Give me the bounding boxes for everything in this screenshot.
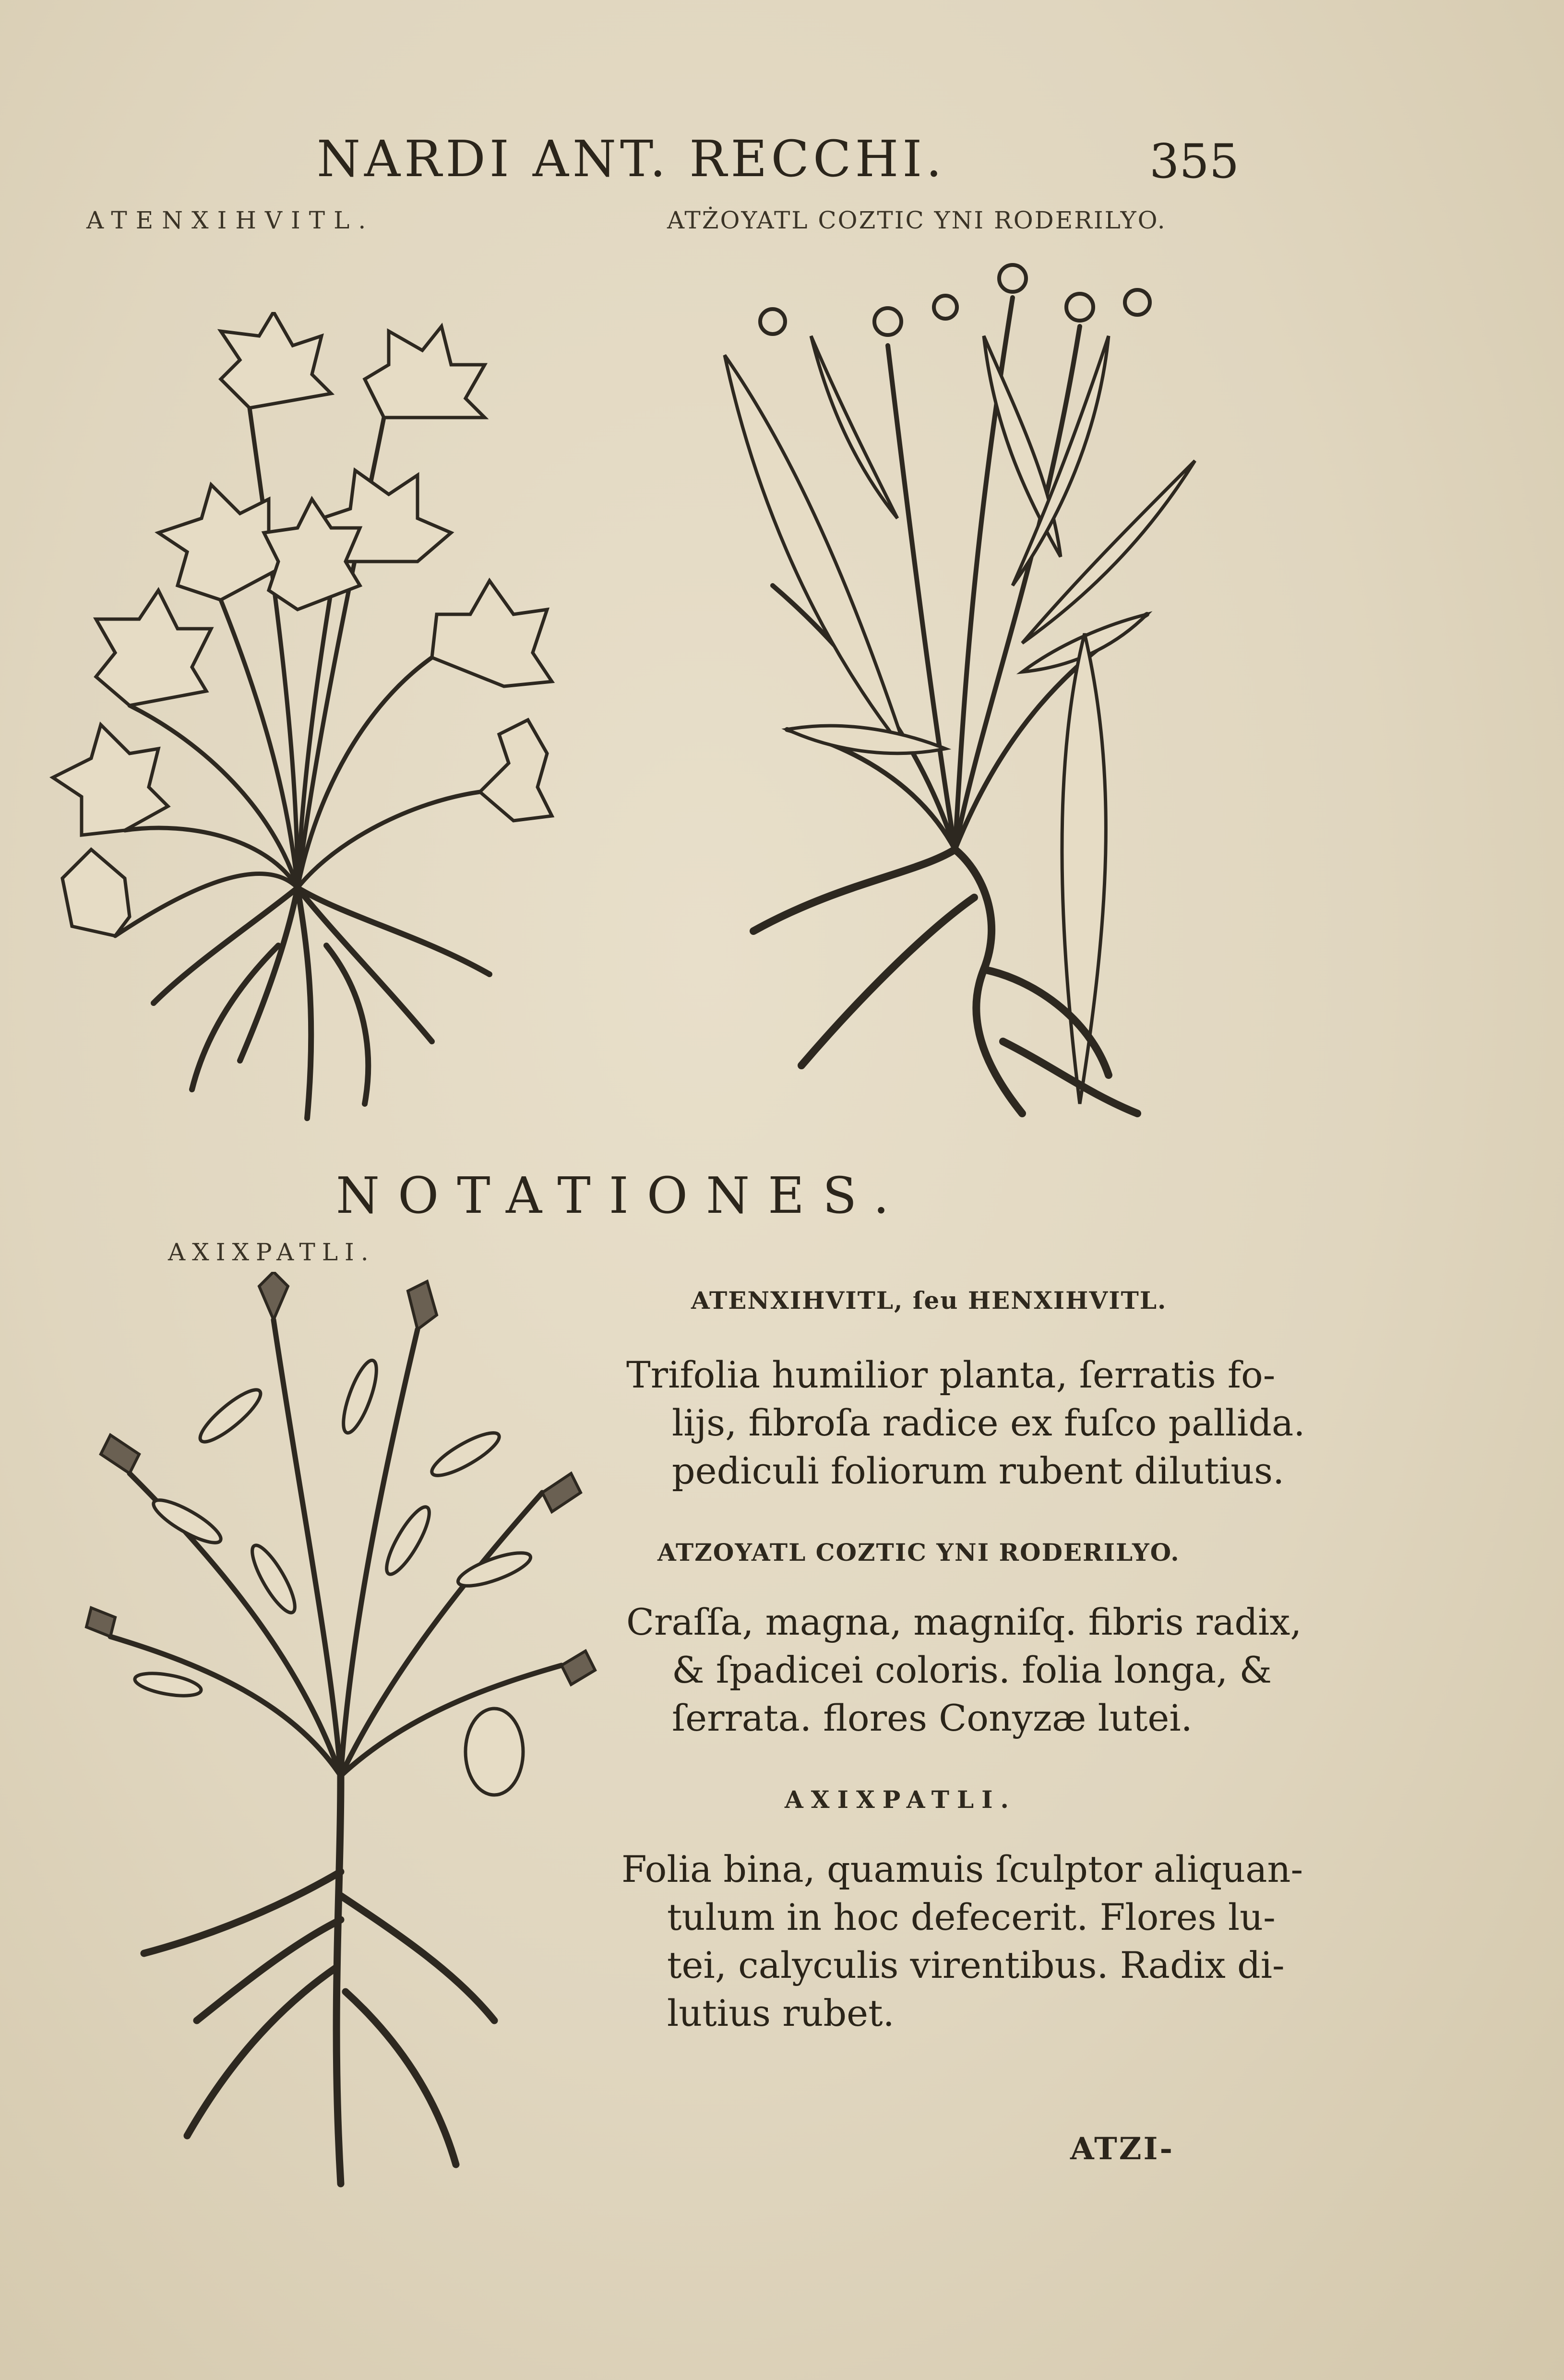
entry-3-description xyxy=(621,1845,1303,2037)
plant-1-woodcut xyxy=(48,312,557,1137)
entry-3-name: AXIXPATLI. xyxy=(785,1785,1016,1814)
entry-3-line: lutius rubet. xyxy=(667,1992,895,2034)
entry-2-line: Craſſa, magna, magniſq. fibris radix, xyxy=(626,1601,1302,1643)
entry-1-description xyxy=(626,1351,1305,1495)
entry-3-line: Folia bina, quamuis ſculptor aliquan- xyxy=(621,1848,1303,1890)
running-title: NARDI ANT. RECCHI. xyxy=(317,130,946,188)
plant-2-caption: ATŻOYATL COZTIC YNI RODERILYO. xyxy=(667,206,1167,234)
entry-1-line: pediculi foliorum rubent dilutius. xyxy=(672,1449,1285,1492)
catchword: ATZI- xyxy=(1070,2131,1174,2167)
notationes-heading: NOTATIONES. xyxy=(336,1166,907,1225)
entry-2-description xyxy=(626,1598,1302,1742)
entry-2-line: & ſpadicei coloris. folia longa, & xyxy=(672,1649,1272,1691)
entry-3-line: tei, calyculis virentibus. Radix di- xyxy=(667,1944,1285,1986)
entry-1-name: ATENXIHVITL, ſeu HENXIHVITL. xyxy=(691,1286,1167,1315)
plant-3-woodcut xyxy=(72,1272,600,2208)
plant-2-woodcut xyxy=(715,250,1224,1161)
entry-1-line: Trifolia humilior planta, ſerratis fo- xyxy=(626,1353,1276,1396)
plant-1-caption: ATENXIHVITL. xyxy=(86,206,375,234)
page-number: 355 xyxy=(1149,134,1240,189)
entry-3-line: tulum in hoc defecerit. Flores lu- xyxy=(667,1896,1276,1938)
entry-2-line: ſerrata. flores Conyzæ lutei. xyxy=(672,1697,1193,1739)
entry-1-line: lijs, fibroſa radice ex fuſco pallida. xyxy=(672,1401,1305,1444)
plant-3-caption: AXIXPATLI. xyxy=(168,1238,375,1266)
entry-2-name: ATZOYATL COZTIC YNI RODERILYO. xyxy=(657,1538,1180,1567)
